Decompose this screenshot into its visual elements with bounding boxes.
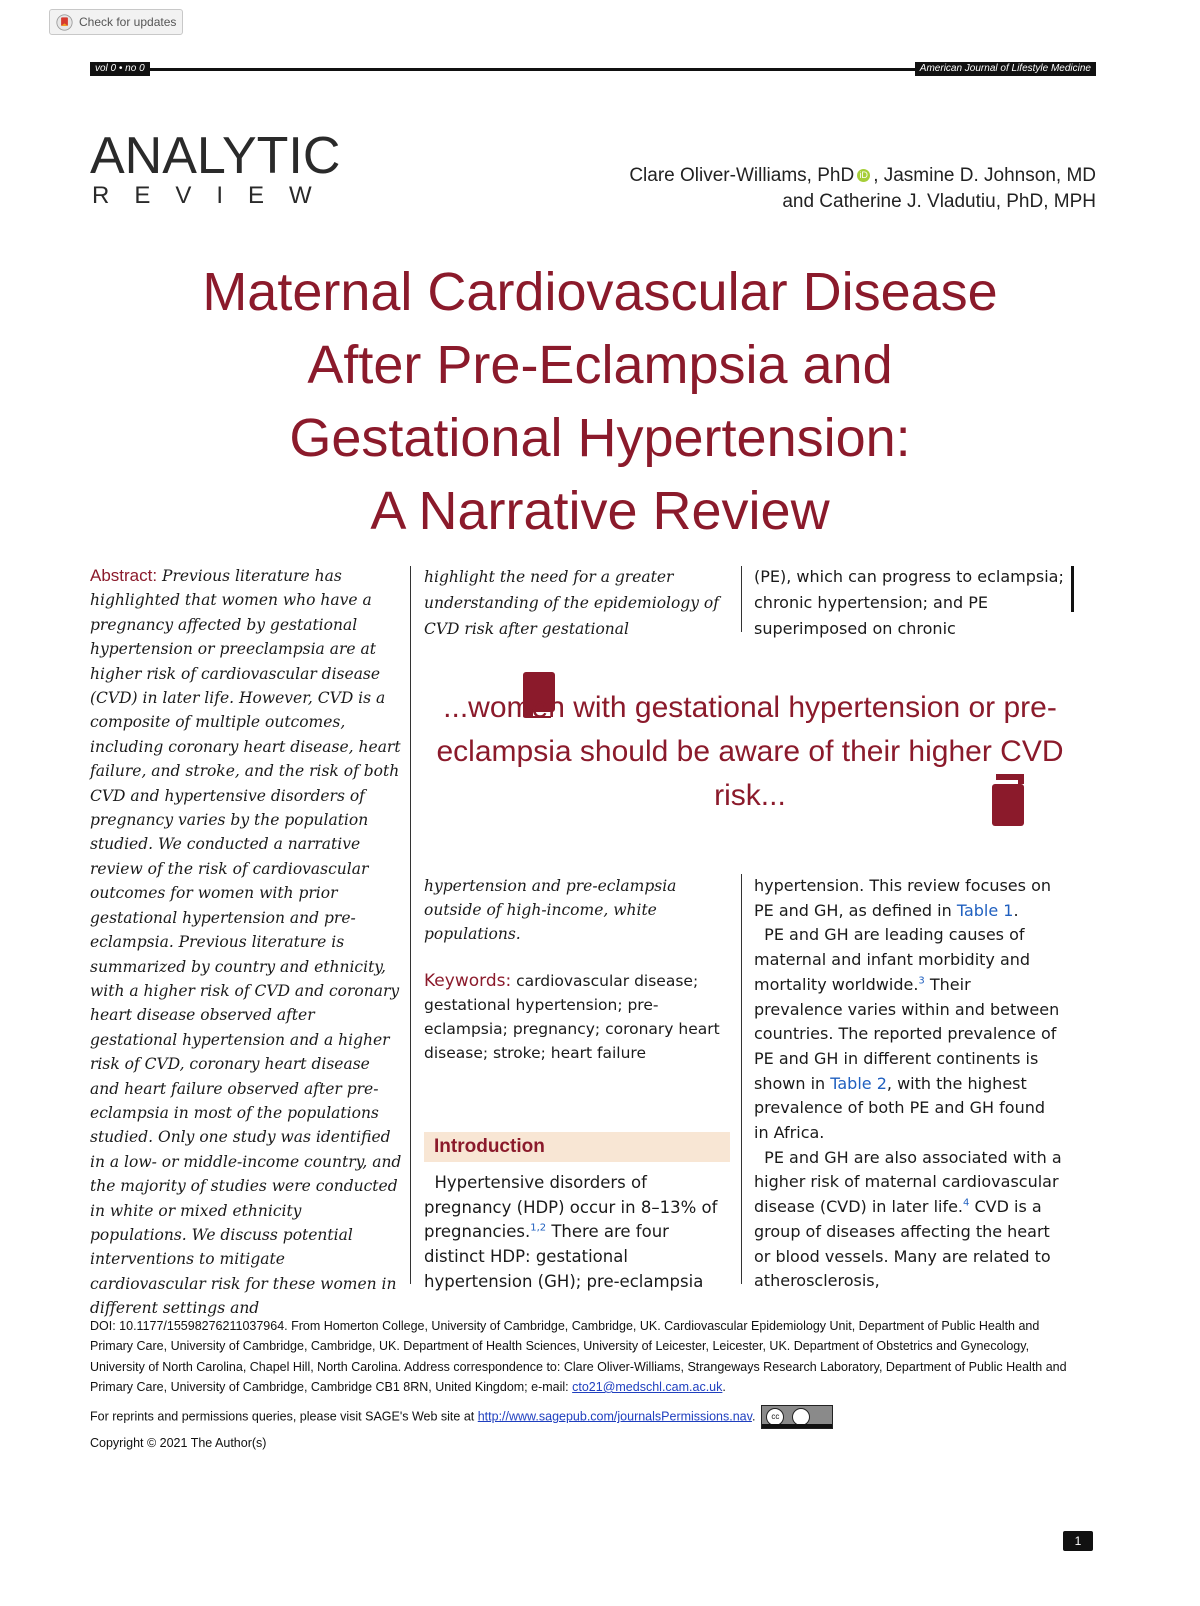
introduction-text	[424, 1171, 732, 1295]
table-1-link[interactable]: Table 1	[956, 900, 1014, 920]
crossmark-icon	[56, 14, 73, 31]
copyright: Copyright © 2021 The Author(s)	[90, 1436, 267, 1451]
p2-end: , with the highest prevalence of both PE and GH found in Africa.	[754, 1073, 1046, 1143]
body-text-right-bottom	[754, 874, 1064, 1294]
intro-sentence-1: Hypertensive disorders of pregnancy (HDP) occur in 8–13% of pregnancies.	[424, 1173, 718, 1242]
column-divider-right-top	[741, 566, 742, 632]
author-line-2: and Catherine J. Vladutiu, PhD, MPH	[782, 191, 1096, 212]
analytic-logo-text: ANALYTIC	[90, 127, 341, 185]
paragraph-3	[754, 1146, 1064, 1294]
ref-3[interactable]: 3	[918, 975, 925, 987]
abstract	[90, 564, 402, 1321]
page-number: 1	[1063, 1531, 1093, 1551]
doi-end: .	[722, 1379, 726, 1394]
p2-text-b: Their prevalence varies within and between countries. The reported prevalence of PE and GH in different continents is shown in	[754, 974, 1060, 1093]
abstract-label: Abstract:	[90, 566, 158, 585]
margin-marker	[1071, 566, 1074, 612]
quote-close-icon	[990, 774, 1026, 826]
abstract-text: Previous literature has highlighted that women who have a pregnancy affected by gestational hypertension or preeclampsia are at higher risk of cardiovascular disease (CVD) in later life. However, CVD is a composite of multiple outcomes, including coronary heart disease, heart failure, and stroke, and the risk of both CVD and hypertensive disorders of pregnancy varies by the population studied. We conducted a narrative review of the risk of cardiovascular outcomes for women with prior gestational hypertension and pre-eclampsia. Previous literature is summarized by country and ethnicity, with a higher risk of CVD and coronary heart disease observed after gestational hypertension and a higher risk of CVD, coronary heart disease and heart failure observed after pre-eclampsia in most of the populations studied. Only one study was identified in a low- or middle-income country, and the majority of studies were conducted in white or mixed ethnicity populations. We discuss potential interventions to mitigate cardiovascular risk for these women in different settings and	[90, 567, 402, 1318]
abstract-continued-top: highlight the need for a greater understanding of the epidemiology of CVD risk after gestational	[424, 568, 719, 638]
keywords-text: cardiovascular disease; gestational hypertension; pre-eclampsia; pregnancy; coronary heart disease; stroke; heart failure	[424, 972, 720, 1062]
orcid-icon[interactable]: iD	[857, 169, 870, 182]
pull-quote: ...women with gestational hypertension or pre-eclampsia should be aware of their higher CVD risk...	[436, 691, 1064, 812]
paragraph-1	[754, 874, 1064, 923]
reprints-text: For reprints and permissions queries, please visit SAGE's Web site at	[90, 1409, 478, 1424]
review-logo: REVIEW	[92, 182, 337, 209]
journal-name: American Journal of Lifestyle Medicine	[915, 62, 1096, 76]
paragraph-2	[754, 923, 1064, 1145]
p3-text: PE and GH are also associated with a higher risk of maternal cardiovascular disease (CVD) in later life.	[754, 1147, 1062, 1217]
table-2-link[interactable]: Table 2	[830, 1073, 887, 1093]
doi-affiliations	[90, 1316, 1070, 1397]
reprints-line	[90, 1405, 1070, 1429]
cc-label: cc	[766, 1408, 784, 1426]
issue-label: vol 0 • no 0	[90, 62, 150, 76]
author-line-1	[476, 163, 1096, 189]
title-line-3: Gestational Hypertension:	[289, 408, 911, 468]
column-divider-left	[410, 566, 411, 1284]
title-line-1: Maternal Cardiovascular Disease	[202, 262, 998, 322]
footer-notes	[90, 1316, 1070, 1453]
p1-text: hypertension. This review focuses on PE and GH, as defined in	[754, 876, 1051, 920]
abstract-tail: hypertension and pre-eclampsia outside of high-income, white populations.	[424, 877, 677, 943]
author-1: Clare Oliver-Williams, PhD	[629, 165, 855, 186]
analytic-logo	[90, 127, 341, 185]
p3-end: CVD is a group of diseases affecting the heart or blood vessels. Many are related to atherosclerosis,	[754, 1197, 1051, 1291]
ref-4[interactable]: 4	[963, 1197, 970, 1209]
ref-1-2[interactable]: 1,2	[530, 1222, 547, 1234]
abstract-continued-bottom	[424, 874, 732, 1065]
check-for-updates-label: Check for updates	[79, 15, 177, 29]
author-list	[476, 163, 1096, 215]
body-text-right-top: (PE), which can progress to eclampsia; chronic hypertension; and PE superimposed on chronic	[754, 567, 1064, 638]
check-for-updates-badge[interactable]	[49, 9, 183, 35]
p1-end: .	[1013, 900, 1019, 920]
keywords-label: Keywords:	[424, 971, 512, 991]
title-line-4: A Narrative Review	[370, 481, 830, 541]
p2-text: PE and GH are leading causes of maternal and infant morbidity and mortality worldwide.	[754, 925, 1031, 994]
creative-commons-icon[interactable]	[761, 1405, 833, 1429]
title-line-2: After Pre-Eclampsia and	[307, 335, 893, 395]
email-link[interactable]: cto21@medschl.cam.ac.uk	[572, 1379, 723, 1394]
doi-text: DOI: 10.1177/15598276211037964. From Homerton College, University of Cambridge, Cambridge, UK. Cardiovascular Epidemiology Unit, Department of Public Health and Primary Care, University of Cambridge, Cambridge, UK. Department of Health Sciences, University of Leicester, Leicester, UK. Department of Obstetrics and Gynecology, University of North Carolina, Chapel Hill, North Carolina. Address correspondence to: Clare Oliver-Williams, Strangeways Research Laboratory, Department of Public Health and Primary Care, University of Cambridge, Cambridge CB1 8RN, United Kingdom; e-mail:	[90, 1319, 1067, 1394]
author-2: , Jasmine D. Johnson, MD	[873, 165, 1096, 186]
cc-bar	[762, 1424, 832, 1428]
reprints-end: .	[751, 1409, 756, 1424]
introduction-heading: Introduction	[424, 1132, 730, 1162]
column-divider-right-bottom	[741, 874, 742, 1284]
intro-sentence-2: There are four distinct HDP: gestational hypertension (GH); pre-eclampsia	[424, 1222, 704, 1291]
article-title	[80, 256, 1120, 548]
permissions-link[interactable]: http://www.sagepub.com/journalsPermissions.nav	[477, 1409, 752, 1424]
